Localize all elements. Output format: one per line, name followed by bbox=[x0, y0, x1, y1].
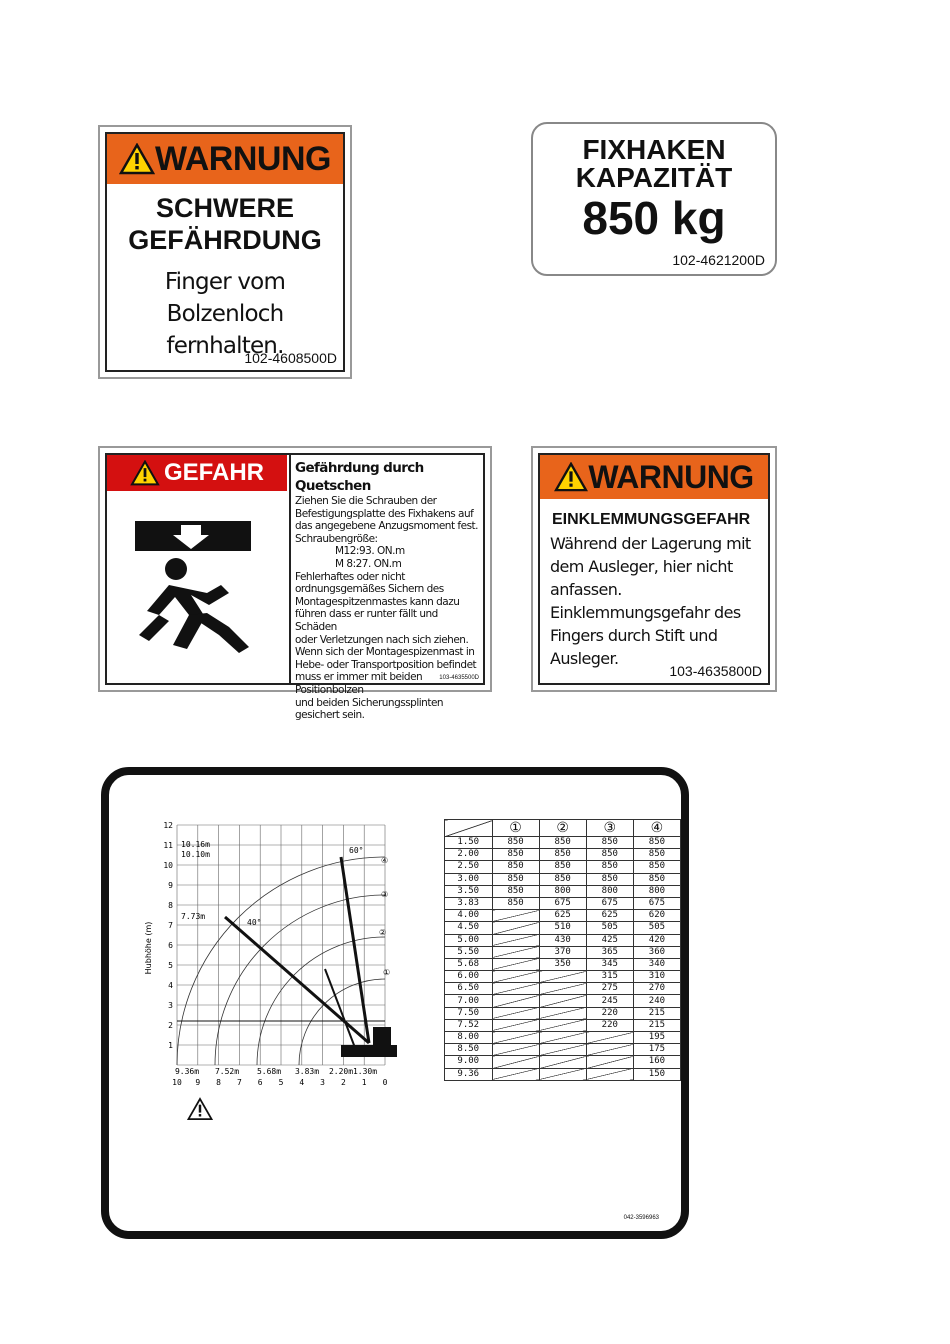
instruction-line: führen dass er runter fällt und Schäden bbox=[295, 608, 438, 633]
table-row bbox=[445, 849, 681, 861]
danger-banner bbox=[107, 455, 287, 491]
y-tick-label: 3 bbox=[168, 1001, 173, 1010]
radius-cell: 5.50 bbox=[445, 946, 493, 958]
not-permitted-cell bbox=[492, 1044, 539, 1056]
y-tick-label: 4 bbox=[168, 981, 173, 990]
radius-cell: 3.00 bbox=[445, 873, 493, 885]
pinch-heading: EINKLEMMUNGSGEFAHR bbox=[552, 511, 751, 528]
boom-section-marker: ④ bbox=[381, 856, 389, 865]
instruction-line: das angegebene Anzugsmoment fest. bbox=[295, 520, 478, 533]
capacity-cell: 350 bbox=[539, 958, 586, 970]
crush-heading: Gefährdung durch Quetschen bbox=[295, 460, 424, 494]
instruction-line: Befestigungsplatte des Fixhakens auf bbox=[295, 507, 474, 520]
y-tick-label: 9 bbox=[168, 881, 173, 890]
radius-cell: 9.36 bbox=[445, 1068, 493, 1080]
crush-instructions bbox=[295, 459, 479, 722]
pin-hazard-label bbox=[98, 125, 352, 379]
radius-cell: 7.00 bbox=[445, 995, 493, 1007]
y-tick-label: 12 bbox=[163, 821, 173, 830]
pinch-hazard-label-frame bbox=[538, 453, 770, 685]
capacity-cell: 850 bbox=[633, 873, 680, 885]
radius-mark: 3.83m bbox=[294, 1067, 320, 1076]
boom-angle-label: 60° bbox=[349, 846, 364, 855]
pinch-instruction-line: Fingers durch Stift und bbox=[550, 626, 718, 645]
crushing-person-icon bbox=[129, 515, 259, 665]
warning-triangle-icon bbox=[130, 460, 160, 486]
not-permitted-cell bbox=[492, 1032, 539, 1044]
radius-cell: 7.50 bbox=[445, 1007, 493, 1019]
instruction-line: Wenn sich der Montagespizenmast in bbox=[295, 646, 475, 659]
capacity-cell: 625 bbox=[586, 910, 633, 922]
column-divider bbox=[289, 455, 291, 683]
hook-capacity-label bbox=[531, 122, 777, 276]
not-permitted-cell bbox=[539, 1056, 586, 1068]
hazard-instruction bbox=[107, 266, 343, 362]
x-tick-label: 1 bbox=[361, 1078, 367, 1087]
table-row bbox=[445, 922, 681, 934]
boom-section bbox=[325, 969, 357, 1053]
capacity-cell: 425 bbox=[586, 934, 633, 946]
load-table-corner bbox=[445, 820, 493, 837]
capacity-cell: 850 bbox=[586, 849, 633, 861]
instruction-line: Montagespitzenmastes kann dazu bbox=[295, 595, 460, 608]
capacity-cell: 850 bbox=[633, 861, 680, 873]
x-tick-label: 3 bbox=[320, 1078, 326, 1087]
capacity-cell: 850 bbox=[539, 873, 586, 885]
load-table-header bbox=[445, 820, 681, 837]
capacity-cell: 505 bbox=[633, 922, 680, 934]
y-tick-label: 6 bbox=[168, 941, 173, 950]
capacity-title-line-1: FIXHAKEN bbox=[582, 134, 726, 165]
radius-cell: 4.50 bbox=[445, 922, 493, 934]
capacity-cell: 160 bbox=[633, 1056, 680, 1068]
not-permitted-cell bbox=[539, 1007, 586, 1019]
x-tick-label: 0 bbox=[382, 1078, 388, 1087]
radius-cell: 2.50 bbox=[445, 861, 493, 873]
capacity-cell: 620 bbox=[633, 910, 680, 922]
radius-mark: 2.20m bbox=[328, 1067, 354, 1076]
radius-cell: 7.52 bbox=[445, 1019, 493, 1031]
capacity-cell: 675 bbox=[633, 897, 680, 909]
capacity-cell: 625 bbox=[539, 910, 586, 922]
instruction-line: ordnungsgemäßes Sichern des bbox=[295, 583, 444, 596]
radius-cell: 5.00 bbox=[445, 934, 493, 946]
not-permitted-cell bbox=[492, 1068, 539, 1080]
pin-hazard-label-frame bbox=[105, 132, 345, 372]
pinch-instruction-line: anfassen. bbox=[550, 580, 622, 599]
load-table-column-header: ③ bbox=[586, 820, 633, 837]
load-chart-label bbox=[101, 767, 689, 1239]
capacity-cell: 215 bbox=[633, 1007, 680, 1019]
not-permitted-cell bbox=[492, 946, 539, 958]
instruction-line: oder Verletzungen nach sich ziehen. bbox=[295, 633, 469, 646]
radius-cell: 6.50 bbox=[445, 983, 493, 995]
warning-banner bbox=[107, 134, 343, 184]
not-permitted-cell bbox=[586, 1056, 633, 1068]
capacity-cell: 240 bbox=[633, 995, 680, 1007]
not-permitted-cell bbox=[492, 934, 539, 946]
table-row bbox=[445, 861, 681, 873]
capacity-cell: 850 bbox=[492, 861, 539, 873]
not-permitted-cell bbox=[539, 1019, 586, 1031]
capacity-cell: 510 bbox=[539, 922, 586, 934]
capacity-cell: 850 bbox=[492, 837, 539, 849]
not-permitted-cell bbox=[539, 995, 586, 1007]
capacity-cell: 850 bbox=[539, 861, 586, 873]
load-table-column-header: ② bbox=[539, 820, 586, 837]
radius-cell: 2.00 bbox=[445, 849, 493, 861]
pinch-instruction bbox=[550, 532, 768, 670]
y-tick-label: 8 bbox=[168, 901, 173, 910]
capacity-cell: 220 bbox=[586, 1007, 633, 1019]
pinch-hazard-label bbox=[531, 446, 777, 692]
capacity-cell: 150 bbox=[633, 1068, 680, 1080]
hazard-instruction-line-2: Bolzenloch fernhalten. bbox=[166, 301, 284, 359]
table-row bbox=[445, 885, 681, 897]
not-permitted-cell bbox=[539, 1044, 586, 1056]
radius-cell: 5.68 bbox=[445, 958, 493, 970]
torque-spec: M 8:27. ON.m bbox=[335, 557, 402, 570]
capacity-cell: 850 bbox=[539, 849, 586, 861]
warning-banner-text: WARNUNG bbox=[155, 139, 331, 178]
not-permitted-cell bbox=[586, 1032, 633, 1044]
x-tick-label: 5 bbox=[278, 1078, 284, 1087]
not-permitted-cell bbox=[492, 1007, 539, 1019]
radius-cell: 4.00 bbox=[445, 910, 493, 922]
capacity-cell: 850 bbox=[539, 837, 586, 849]
y-tick-label: 5 bbox=[168, 961, 173, 970]
radius-mark: 5.68m bbox=[256, 1067, 282, 1076]
table-row bbox=[445, 971, 681, 983]
radius-mark: 9.36m bbox=[174, 1067, 200, 1076]
instruction-line: Fehlerhaftes oder nicht bbox=[295, 570, 405, 583]
capacity-cell: 195 bbox=[633, 1032, 680, 1044]
warning-banner-text: WARNUNG bbox=[588, 458, 754, 495]
load-table bbox=[444, 819, 681, 1081]
capacity-cell: 340 bbox=[633, 958, 680, 970]
not-permitted-cell bbox=[539, 1068, 586, 1080]
pinch-instruction-line: Einklemmungsgefahr des bbox=[550, 603, 741, 622]
crush-hazard-label bbox=[98, 446, 492, 722]
load-table-column-header: ④ bbox=[633, 820, 680, 837]
part-number: 103-4635800D bbox=[669, 663, 762, 679]
instruction-line: Schraubengröße: bbox=[295, 532, 378, 545]
boom-angle-label: 40° bbox=[247, 918, 262, 927]
range-diagram bbox=[129, 813, 409, 1103]
radius-mark: 1.30m bbox=[352, 1067, 378, 1076]
not-permitted-cell bbox=[492, 1056, 539, 1068]
capacity-cell: 850 bbox=[586, 873, 633, 885]
capacity-cell: 850 bbox=[586, 861, 633, 873]
radius-cell: 8.00 bbox=[445, 1032, 493, 1044]
capacity-cell: 310 bbox=[633, 971, 680, 983]
capacity-cell: 345 bbox=[586, 958, 633, 970]
table-row bbox=[445, 946, 681, 958]
pinch-instruction-line: Ausleger. bbox=[550, 649, 619, 668]
instruction-line: und beiden Sicherungssplinten bbox=[295, 696, 444, 709]
boom-40-deg bbox=[225, 917, 369, 1043]
part-number: 102-4621200D bbox=[672, 252, 765, 268]
instruction-line: muss er immer mit beiden Positionbolzen bbox=[295, 671, 423, 696]
instruction-line: Hebe- oder Transportposition befindet bbox=[295, 658, 477, 671]
radius-mark: 7.52m bbox=[214, 1067, 240, 1076]
capacity-cell: 850 bbox=[492, 885, 539, 897]
x-tick-label: 6 bbox=[257, 1078, 263, 1087]
capacity-cell: 360 bbox=[633, 946, 680, 958]
table-row bbox=[445, 897, 681, 909]
not-permitted-cell bbox=[492, 1019, 539, 1031]
capacity-cell: 800 bbox=[633, 885, 680, 897]
caution-triangle-icon bbox=[187, 1097, 213, 1121]
instruction-line: Ziehen Sie die Schrauben der bbox=[295, 495, 437, 507]
not-permitted-cell bbox=[539, 1032, 586, 1044]
capacity-cell: 245 bbox=[586, 995, 633, 1007]
y-tick-label: 1 bbox=[168, 1041, 173, 1050]
table-row bbox=[445, 983, 681, 995]
y-tick-label: 2 bbox=[168, 1021, 173, 1030]
part-number: 103-4635500D bbox=[439, 675, 479, 681]
capacity-cell: 315 bbox=[586, 971, 633, 983]
radius-cell: 3.83 bbox=[445, 897, 493, 909]
machine-body bbox=[341, 1045, 397, 1057]
pinch-instruction-line: dem Ausleger, hier nicht bbox=[550, 557, 733, 576]
table-row bbox=[445, 934, 681, 946]
capacity-cell: 430 bbox=[539, 934, 586, 946]
pinch-instruction-line: Während der Lagerung mit bbox=[550, 534, 751, 553]
capacity-cell: 215 bbox=[633, 1019, 680, 1031]
table-row bbox=[445, 1056, 681, 1068]
instruction-line: gesichert sein. bbox=[295, 709, 365, 722]
y-tick-label: 11 bbox=[163, 841, 173, 850]
capacity-title-line-2: KAPAZITÄT bbox=[575, 162, 733, 193]
capacity-cell: 850 bbox=[492, 849, 539, 861]
table-row bbox=[445, 1007, 681, 1019]
radius-cell: 3.50 bbox=[445, 885, 493, 897]
not-permitted-cell bbox=[492, 995, 539, 1007]
boom-section-marker: ③ bbox=[381, 890, 389, 899]
y-tick-label: 7 bbox=[168, 921, 173, 930]
capacity-cell: 850 bbox=[492, 873, 539, 885]
hazard-heading-line-1: SCHWERE bbox=[155, 193, 294, 223]
capacity-cell: 220 bbox=[586, 1019, 633, 1031]
torque-spec: M12:93. ON.m bbox=[335, 545, 405, 558]
capacity-title bbox=[533, 136, 775, 192]
y-tick-label: 10 bbox=[163, 861, 173, 870]
warning-triangle-icon bbox=[119, 143, 155, 175]
capacity-cell: 365 bbox=[586, 946, 633, 958]
capacity-cell: 675 bbox=[539, 897, 586, 909]
capacity-cell: 270 bbox=[633, 983, 680, 995]
table-row bbox=[445, 995, 681, 1007]
capacity-cell: 275 bbox=[586, 983, 633, 995]
not-permitted-cell bbox=[492, 971, 539, 983]
table-row bbox=[445, 1019, 681, 1031]
not-permitted-cell bbox=[492, 958, 539, 970]
table-row bbox=[445, 873, 681, 885]
capacity-cell: 420 bbox=[633, 934, 680, 946]
capacity-cell: 800 bbox=[586, 885, 633, 897]
table-row bbox=[445, 1068, 681, 1080]
boom-section-marker: ① bbox=[383, 968, 391, 977]
machine-cab bbox=[373, 1027, 391, 1045]
hazard-heading bbox=[107, 192, 343, 256]
radius-cell: 8.50 bbox=[445, 1044, 493, 1056]
table-row bbox=[445, 1044, 681, 1056]
x-tick-label: 8 bbox=[216, 1078, 222, 1087]
radius-cell: 9.00 bbox=[445, 1056, 493, 1068]
not-permitted-cell bbox=[539, 983, 586, 995]
not-permitted-cell bbox=[492, 910, 539, 922]
x-tick-label: 7 bbox=[236, 1078, 242, 1087]
x-tick-label: 4 bbox=[299, 1078, 305, 1087]
part-number: 102-4608500D bbox=[244, 350, 337, 366]
height-mark: 10.10m bbox=[181, 850, 210, 859]
height-mark: 10.16m bbox=[181, 840, 210, 849]
not-permitted-cell bbox=[492, 922, 539, 934]
not-permitted-cell bbox=[586, 1068, 633, 1080]
load-table-column-header: ① bbox=[492, 820, 539, 837]
warning-triangle-icon bbox=[554, 462, 588, 492]
danger-banner-text: GEFAHR bbox=[163, 459, 264, 486]
x-tick-label: 10 bbox=[172, 1078, 182, 1087]
hazard-heading-line-2: GEFÄHRDUNG bbox=[128, 225, 322, 255]
capacity-cell: 675 bbox=[586, 897, 633, 909]
not-permitted-cell bbox=[586, 1044, 633, 1056]
hazard-instruction-line-1: Finger vom bbox=[164, 269, 286, 295]
range-diagram-ylabel: Hubhöhe (m) bbox=[144, 921, 153, 975]
table-row bbox=[445, 837, 681, 849]
capacity-cell: 850 bbox=[586, 837, 633, 849]
capacity-cell: 850 bbox=[633, 849, 680, 861]
x-tick-label: 9 bbox=[195, 1078, 201, 1087]
capacity-cell: 850 bbox=[492, 897, 539, 909]
not-permitted-cell bbox=[492, 983, 539, 995]
capacity-value: 850 kg bbox=[582, 192, 726, 244]
height-mark: 7.73m bbox=[181, 912, 206, 921]
table-row bbox=[445, 1032, 681, 1044]
not-permitted-cell bbox=[539, 971, 586, 983]
radius-cell: 6.00 bbox=[445, 971, 493, 983]
boom-section-marker: ② bbox=[379, 928, 387, 937]
table-row bbox=[445, 910, 681, 922]
capacity-cell: 175 bbox=[633, 1044, 680, 1056]
warning-banner bbox=[540, 455, 768, 499]
capacity-cell: 505 bbox=[586, 922, 633, 934]
x-tick-label: 2 bbox=[340, 1078, 346, 1087]
capacity-cell: 370 bbox=[539, 946, 586, 958]
radius-cell: 1.50 bbox=[445, 837, 493, 849]
table-row bbox=[445, 958, 681, 970]
part-number: 042-3596963 bbox=[623, 1215, 659, 1221]
capacity-cell: 800 bbox=[539, 885, 586, 897]
capacity-cell: 850 bbox=[633, 837, 680, 849]
crush-hazard-label-frame bbox=[105, 453, 485, 722]
